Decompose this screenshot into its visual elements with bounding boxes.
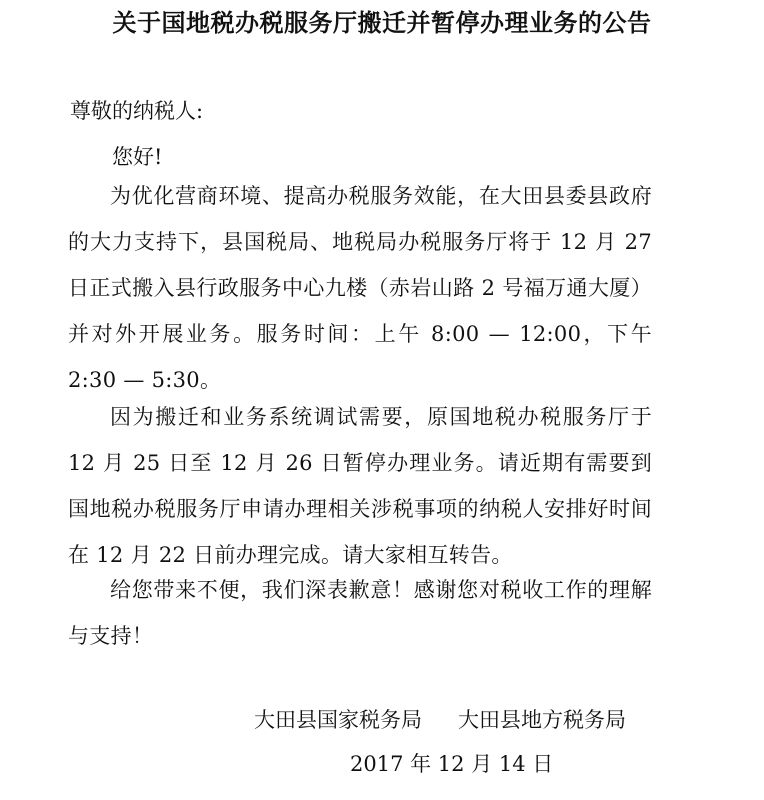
document-date: 2017 年 12 月 14 日 bbox=[350, 752, 554, 776]
paragraph-relocation-notice: 为优化营商环境、提高办税服务效能，在大田县委县政府的大力支持下，县国税局、地税局办税服务厅将于 12 月 27 日正式搬入县行政服务中心九楼（赤岩山路 2 号福万通大厦）并对外开展业务。服务时间：上午 8:00 — 12:00，下午 2:30 — 5:30。 bbox=[68, 184, 652, 392]
signer-local-tax-bureau: 大田县地方税务局 bbox=[458, 708, 626, 732]
signatories bbox=[254, 702, 626, 738]
document-title: 关于国地税办税服务厅搬迁并暂停办理业务的公告 bbox=[112, 9, 652, 37]
paragraph-apology: 给您带来不便，我们深表歉意！感谢您对税收工作的理解与支持！ bbox=[68, 578, 652, 648]
salutation: 尊敬的纳税人: bbox=[70, 99, 204, 123]
signer-state-tax-bureau: 大田县国家税务局 bbox=[254, 708, 422, 732]
paragraph-suspension-notice: 因为搬迁和业务系统调试需要，原国地税办税服务厅于 12 月 25 日至 12 月 26 日暂停办理业务。请近期有需要到国地税办税服务厅申请办理相关涉税事项的纳税人安排好时间在 12 月 22 日前办理完成。请大家相互转告。 bbox=[68, 405, 652, 567]
greeting: 您好! bbox=[112, 145, 163, 169]
